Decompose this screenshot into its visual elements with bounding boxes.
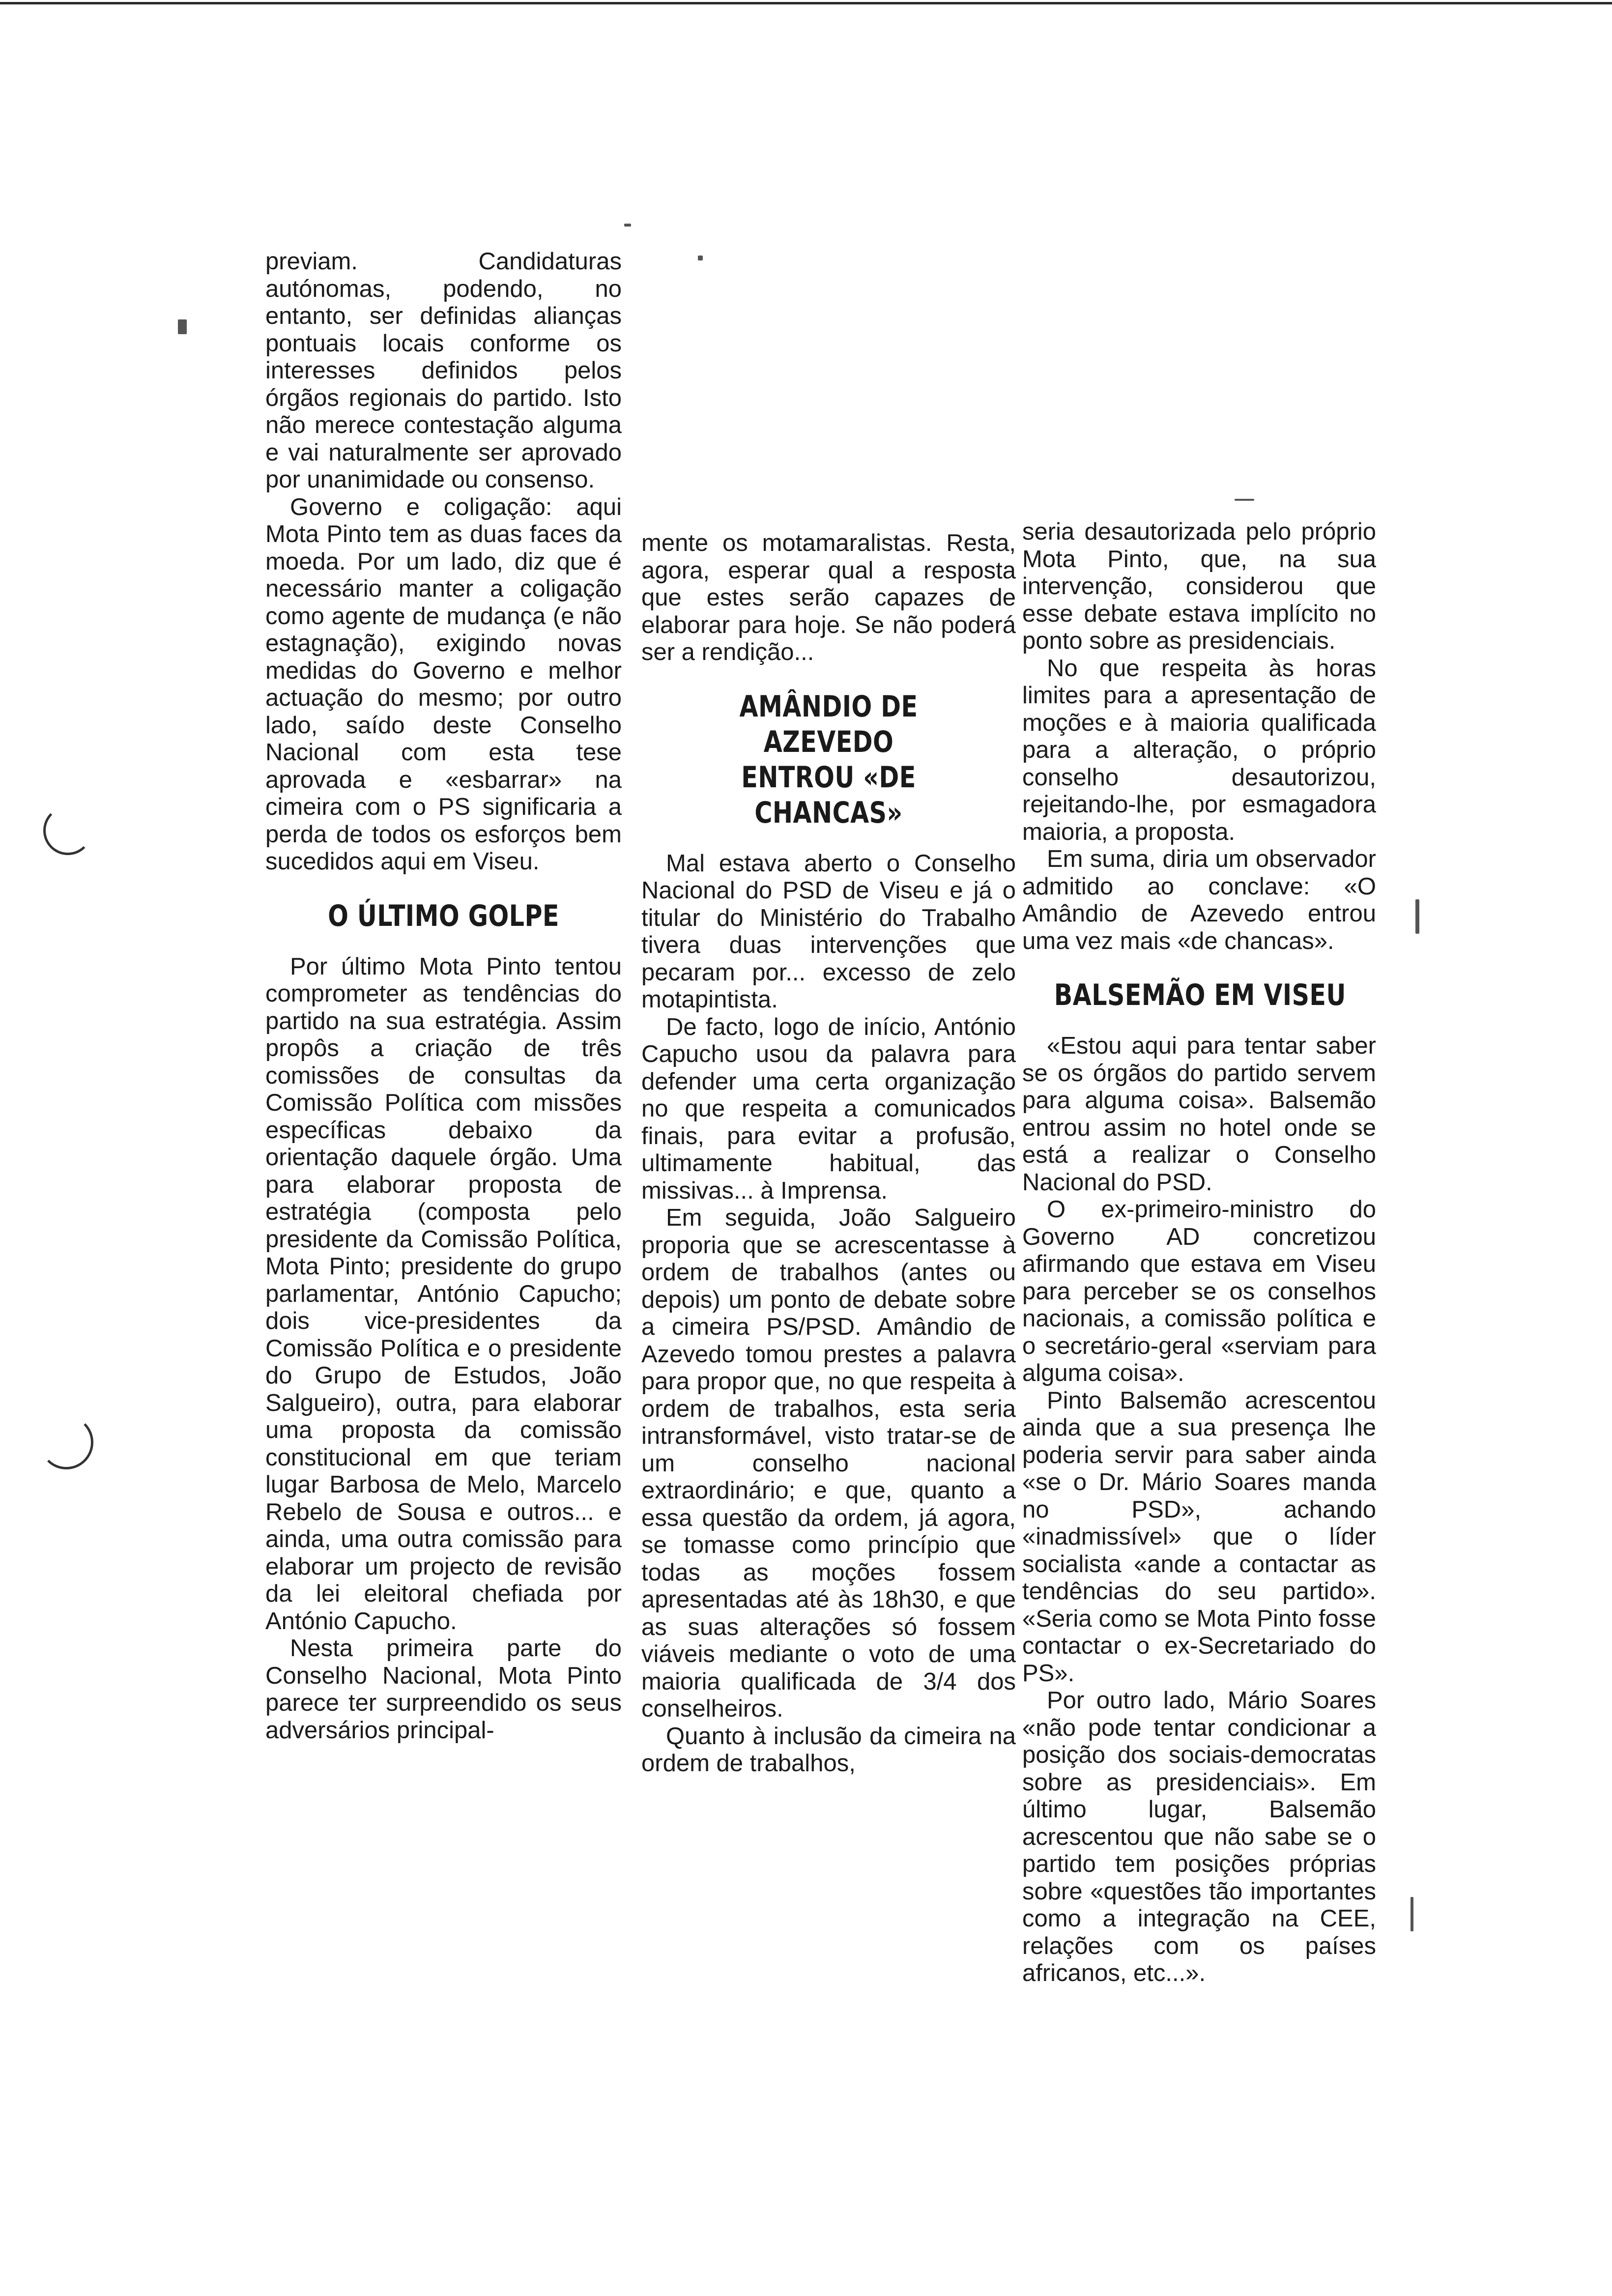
paragraph: No que respeita às horas limites para a apresentação de moções e à maioria qualificada para a alteração, o próprio conselho desautorizou, rejeitando-lhe, por esmagadora maioria, a proposta. (1022, 655, 1376, 845)
top-rule (0, 2, 1612, 4)
headline-line: ENTROU «DE CHANCAS» (741, 760, 916, 830)
paragraph: seria desautorizada pelo próprio Mota Pinto, que, na sua intervenção, considerou que esse debate estava implícito no ponto sobre as presidenciais. (1022, 518, 1376, 654)
scan-hole-mark (43, 806, 92, 855)
article-column-3 (1022, 518, 1376, 1987)
article-column-1 (265, 248, 622, 1744)
paragraph: O ex-primeiro-ministro do Governo AD concretizou afirmando que estava em Viseu para perceber se os conselhos nacionais, a comissão política e o secretário-geral «serviam para alguma coisa». (1022, 1196, 1376, 1386)
section-headline (675, 689, 982, 831)
paragraph: Em seguida, João Salgueiro proporia que se acrescentasse à ordem de trabalhos (antes ou depois) um ponto de debate sobre a cimeira PS/PSD. Amândio de Azevedo tomou prestes a palavra para propor que, no que respeita à ordem de trabalhos, esta seria intransformável, visto tratar-se de um conselho nacional extraordinário; e que, quanto a essa questão da ordem, já agora, se tomasse como princípio que todas as moções fossem apresentadas até às 18h30, e que as suas alterações só fossem viáveis mediante o voto de uma maioria qualificada de 3/4 dos conselheiros. (641, 1205, 1016, 1722)
paragraph: «Estou aqui para tentar saber se os órgãos do partido servem para alguma coisa». Balsemão entrou assim no hotel onde se está a realizar o Conselho Nacional do PSD. (1022, 1033, 1376, 1196)
section-headline: BALSEMÃO EM VISEU (1054, 978, 1346, 1012)
scan-hole-mark (39, 1415, 93, 1469)
paragraph: Mal estava aberto o Conselho Nacional do PSD de Viseu e já o titular do Ministério do Trabalho tivera duas intervenções que pecaram por... excesso de zelo motapintista. (641, 850, 1016, 1013)
scan-speck (1410, 1897, 1413, 1931)
section-headline: O ÚLTIMO GOLPE (328, 898, 559, 933)
scan-speck (624, 224, 631, 227)
headline-line: AMÂNDIO DE AZEVEDO (739, 689, 918, 759)
scan-speck (1235, 499, 1254, 501)
paragraph: Quanto à inclusão da cimeira na ordem de trabalhos, (641, 1722, 1016, 1777)
paragraph: Governo e coligação: aqui Mota Pinto tem as duas faces da moeda. Por um lado, diz que é necessário manter a coligação como agente de mudança (e não estagnação), exigindo novas medidas do Governo e melhor actuação do mesmo; por outro lado, saído deste Conselho Nacional com esta tese aprovada e «esbarrar» na cimeira com o PS significaria a perda de todos os esforços bem sucedidos aqui em Viseu. (265, 493, 622, 875)
paragraph: mente os motamaralistas. Resta, agora, esperar qual a resposta que estes serão capazes de elaborar para hoje. Se não poderá ser a rendição... (641, 530, 1016, 665)
paragraph: Pinto Balsemão acrescentou ainda que a sua presença lhe poderia servir para saber ainda «se o Dr. Mário Soares manda no PSD», achando «inadmissível» que o líder socialista «ande a contactar as tendências do seu partido». «Seria como se Mota Pinto fosse contactar o ex-Secretariado do PS». (1022, 1387, 1376, 1687)
paragraph: Nesta primeira parte do Conselho Nacional, Mota Pinto parece ter surpreendido os seus adversários principal- (265, 1635, 622, 1744)
paragraph: Em suma, diria um observador admitido ao conclave: «O Amândio de Azevedo entrou uma vez mais «de chancas». (1022, 846, 1376, 954)
scan-speck (1415, 899, 1419, 934)
paragraph: De facto, logo de início, António Capucho usou da palavra para defender uma certa organização no que respeita a comunicados finais, para evitar a profusão, ultimamente habitual, das missivas... à Imprensa. (641, 1013, 1016, 1204)
article-column-2 (641, 530, 1016, 1778)
scan-speck (698, 256, 703, 260)
paragraph: Por outro lado, Mário Soares «não pode tentar condicionar a posição dos sociais-democratas sobre as presidenciais». Em último lugar, Balsemão acrescentou que não sabe se o partido tem posições próprias sobre «questões tão importantes como a integração na CEE, relações com os países africanos, etc...». (1022, 1687, 1376, 1986)
paragraph: previam. Candidaturas autónomas, podendo, no entanto, ser definidas alianças pontuais locais conforme os interesses definidos pelos órgãos regionais do partido. Isto não merece contestação alguma e vai naturalmente ser aprovado por unanimidade ou consenso. (265, 248, 622, 493)
scan-speck (178, 319, 187, 334)
paragraph: Por último Mota Pinto tentou comprometer as tendências do partido na sua estratégia. Assim propôs a criação de três comissões de consultas da Comissão Política com missões específicas debaixo da orientação daquele órgão. Uma para elaborar proposta de estratégia (composta pelo presidente da Comissão Política, Mota Pinto; presidente do grupo parlamentar, António Capucho; dois vice-presidentes da Comissão Política e o presidente do Grupo de Estudos, João Salgueiro), outra, para elaborar uma proposta da comissão constitucional em que teriam lugar Barbosa de Melo, Marcelo Rebelo de Sousa e outros... e ainda, uma outra comissão para elaborar um projecto de revisão da lei eleitoral chefiada por António Capucho. (265, 953, 622, 1635)
